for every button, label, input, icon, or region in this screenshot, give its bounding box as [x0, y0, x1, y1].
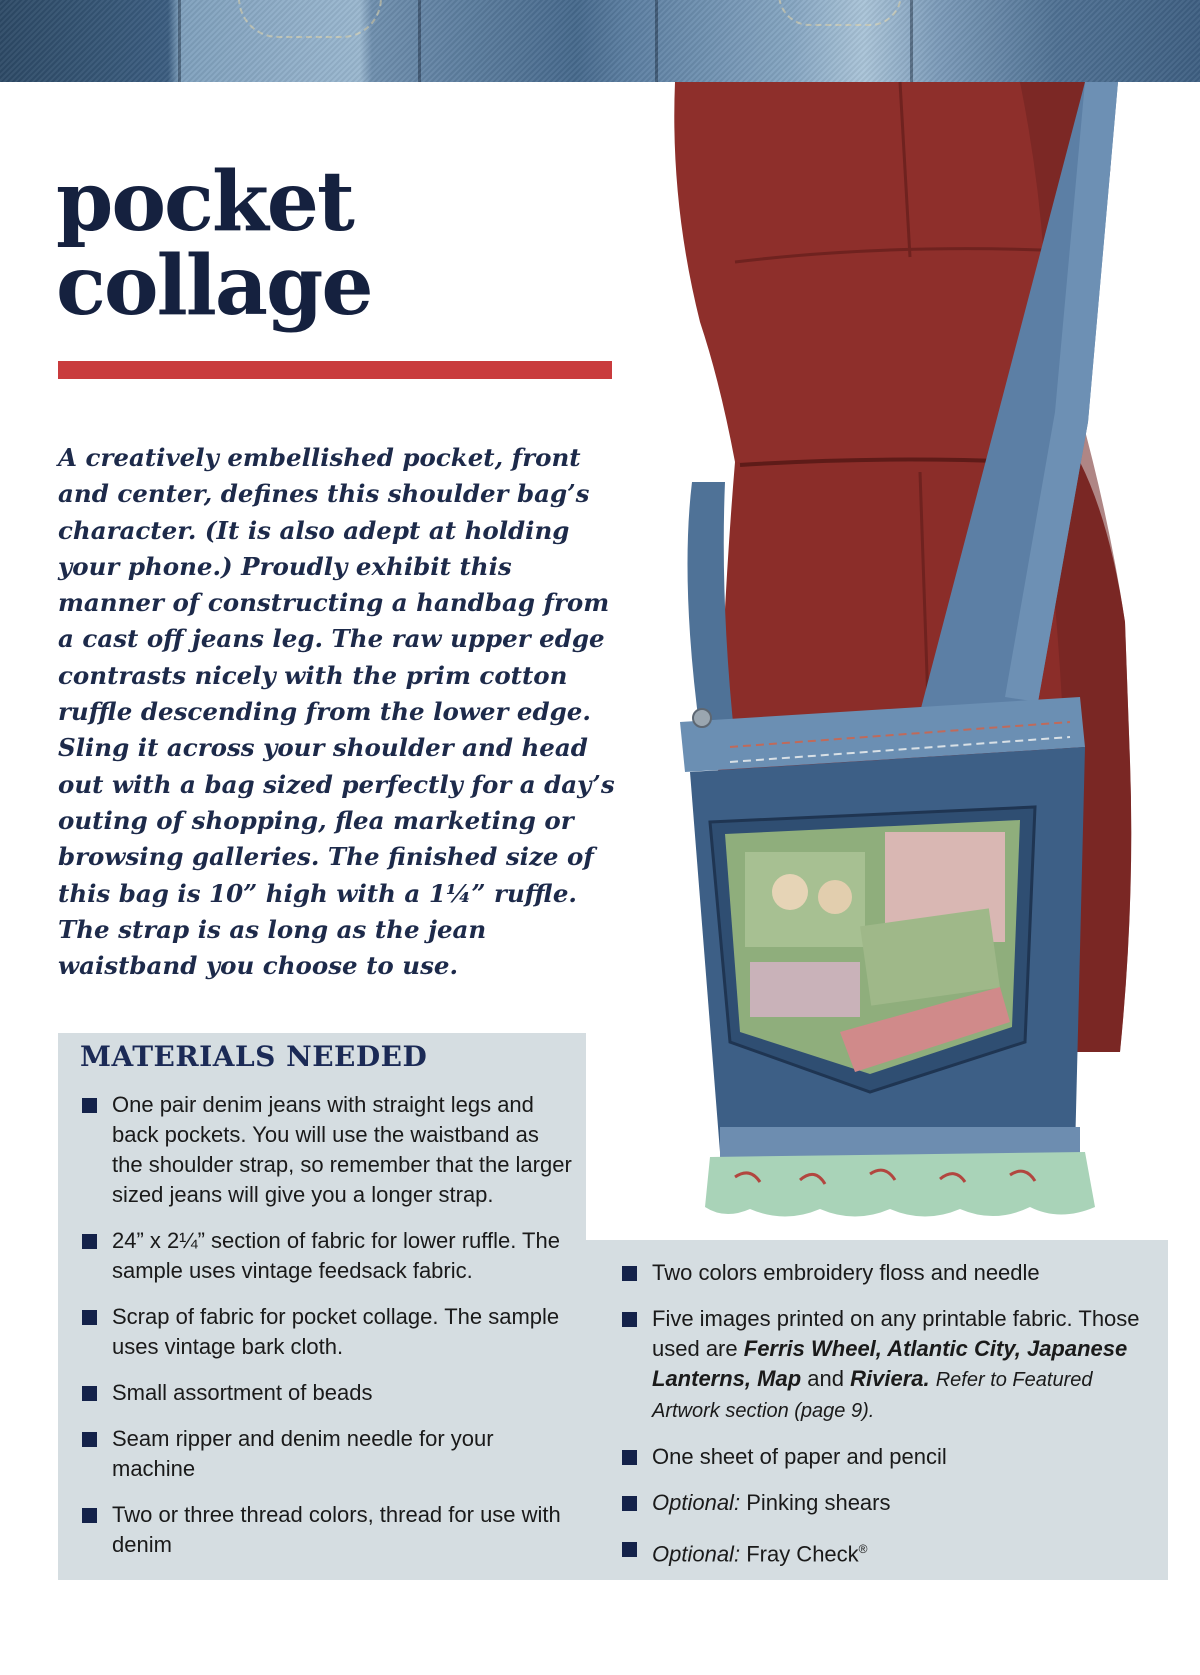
materials-list-left	[82, 1090, 572, 1576]
list-item-text: Seam ripper and denim needle for your machine	[112, 1426, 494, 1481]
banner-pocket	[778, 0, 902, 26]
title-line-1: pocket	[56, 154, 353, 250]
bag-on-mannequin-photo	[640, 82, 1200, 1242]
collage-image	[750, 962, 860, 1017]
collage-figure	[818, 880, 852, 914]
square-bullet-icon	[622, 1450, 637, 1465]
list-item-text: One sheet of paper and pencil	[652, 1444, 947, 1469]
banner-seam	[178, 0, 181, 82]
denim-banner	[0, 0, 1200, 82]
banner-pocket	[238, 0, 382, 38]
list-item-text: Two or three thread colors, thread for use with denim	[112, 1502, 561, 1557]
materials-list-right	[622, 1258, 1142, 1585]
list-item	[622, 1488, 1142, 1518]
title-rule	[58, 361, 612, 379]
square-bullet-icon	[622, 1542, 637, 1557]
materials-heading: MATERIALS NEEDED	[80, 1040, 428, 1073]
square-bullet-icon	[622, 1312, 637, 1327]
artwork-names: Riviera.	[850, 1366, 930, 1391]
list-item-text: Two colors embroidery floss and needle	[652, 1260, 1040, 1285]
square-bullet-icon	[82, 1508, 97, 1523]
list-item-text: Scrap of fabric for pocket collage. The sample uses vintage bark cloth.	[112, 1304, 560, 1359]
list-item	[622, 1258, 1142, 1288]
registered-mark: ®	[858, 1542, 868, 1556]
list-item	[82, 1500, 572, 1560]
square-bullet-icon	[82, 1098, 97, 1113]
list-item-text: Pinking shears	[746, 1490, 891, 1515]
banner-seam	[418, 0, 421, 82]
square-bullet-icon	[82, 1234, 97, 1249]
list-item-text: Small assortment of beads	[112, 1380, 373, 1405]
banner-seam	[655, 0, 658, 82]
rivet	[693, 709, 711, 727]
square-bullet-icon	[622, 1266, 637, 1281]
list-item	[622, 1534, 1142, 1569]
list-item	[82, 1090, 572, 1210]
artwork-note: Refer to Featured Artwork section (page 9).	[652, 1369, 1093, 1422]
intro-paragraph: A creatively embellished pocket, front and center, defines this shoulder bag’s character. (It is also adept at holding your phone.) Proudly exhibit this manner of constructing a handbag from a cast off jeans leg. The raw upper edge contrasts nicely with the prim cotton ruffle descending from the lower edge. Sling it across your shoulder and head out with a bag sized perfectly for a day’s outing of shopping, flea marketing or browsing galleries. The finished size of this bag is 10” high with a 1¼” ruffle. The strap is as long as the jean waistband you choose to use.	[58, 443, 615, 981]
page-title	[56, 154, 372, 334]
title-line-2: collage	[56, 238, 372, 334]
list-item-text: 24” x 2¼” section of fabric for lower ruffle. The sample uses vintage feedsack fabric.	[112, 1228, 560, 1283]
collage-figure	[772, 874, 808, 910]
list-item-text: One pair denim jeans with straight legs and back pockets. You will use the waistband as the shoulder strap, so remember that the larger sized jeans will give you a longer strap.	[112, 1092, 572, 1207]
banner-seam	[910, 0, 913, 82]
list-item	[82, 1378, 572, 1408]
optional-label: Optional:	[652, 1541, 741, 1567]
artwork-names: Ferris Wheel, Atlantic City, Japanese Lanterns, Map	[652, 1336, 1128, 1391]
list-item	[82, 1302, 572, 1362]
list-item-text: Fray Check	[746, 1541, 859, 1567]
square-bullet-icon	[82, 1310, 97, 1325]
bag-ruffle	[705, 1152, 1095, 1217]
list-item	[622, 1442, 1142, 1472]
list-item	[82, 1424, 572, 1484]
square-bullet-icon	[82, 1386, 97, 1401]
square-bullet-icon	[622, 1496, 637, 1511]
list-item	[622, 1304, 1142, 1426]
list-item-text: and	[807, 1366, 844, 1391]
list-item-text: Five images printed on any printable fabric. Those used are	[652, 1306, 1140, 1361]
optional-label: Optional:	[652, 1490, 741, 1515]
square-bullet-icon	[82, 1432, 97, 1447]
list-item	[82, 1226, 572, 1286]
